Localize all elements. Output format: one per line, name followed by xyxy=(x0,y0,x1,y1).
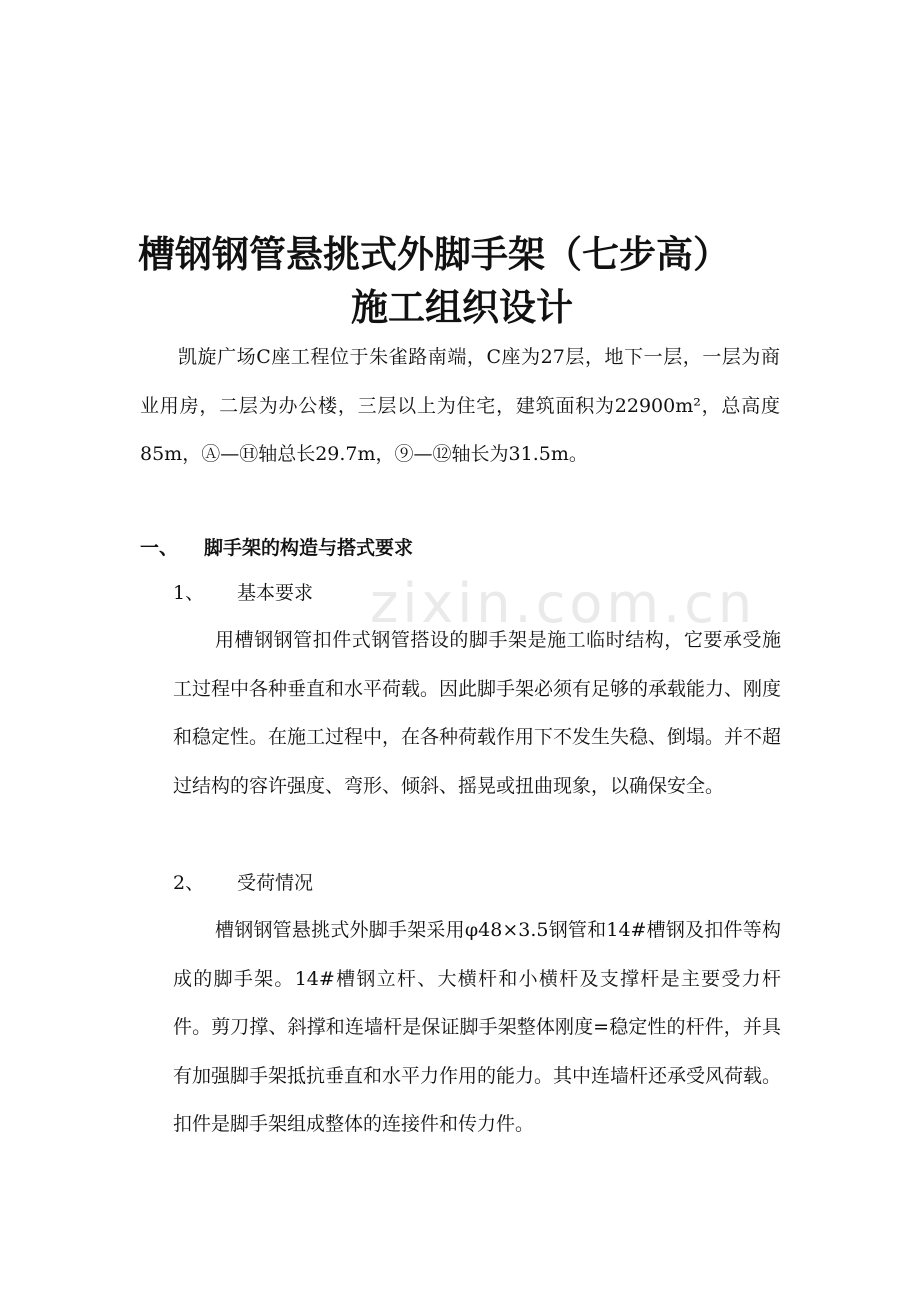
subsection-title: 受荷情况 xyxy=(237,872,314,894)
subsection-heading-load-conditions xyxy=(173,863,313,903)
section-number: 一、 xyxy=(140,537,179,559)
subsection-number: 1、 xyxy=(173,582,205,604)
subsection-title: 基本要求 xyxy=(237,582,314,604)
intro-paragraph: 凯旋广场C座工程位于朱雀路南端，C座为27层，地下一层，一层为商业用房，二层为办公楼，三层以上为住宅，建筑面积为22900m²，总高度85m，Ⓐ—Ⓗ轴总长29.7m，⑨—⑫轴长为31.5m。 xyxy=(140,346,780,465)
document-title-line1: 槽钢钢管悬挑式外脚手架（七步高） xyxy=(138,233,730,276)
section-heading xyxy=(140,528,413,568)
load-conditions-paragraph: 槽钢钢管悬挑式外脚手架采用φ48×3.5钢管和14#槽钢及扣件等构成的脚手架。14#槽钢立杆、大横杆和小横杆及支撑杆是主要受力杆件。剪刀撑、斜撑和连墙杆是保证脚手架整体刚度=稳定性的杆件，并具有加强脚手架抵抗垂直和水平力作用的能力。其中连墙杆还承受风荷载。扣件是脚手架组成整体的连接件和传力件。 xyxy=(173,919,782,1135)
section-title: 脚手架的构造与搭式要求 xyxy=(204,537,414,559)
subsection-number: 2、 xyxy=(173,872,205,894)
document-title-line2: 施工组织设计 xyxy=(351,286,573,329)
basic-requirements-paragraph: 用槽钢钢管扣件式钢管搭设的脚手架是施工临时结构，它要承受施工过程中各种垂直和水平荷载。因此脚手架必须有足够的承载能力、刚度和稳定性。在施工过程中，在各种荷载作用下不发生失稳、倒塌。并不超过结构的容许强度、弯形、倾斜、摇晃或扭曲现象，以确保安全。 xyxy=(173,629,782,797)
subsection-heading-basic-requirements xyxy=(173,573,313,613)
watermark: zixin.com.cn xyxy=(370,572,757,635)
